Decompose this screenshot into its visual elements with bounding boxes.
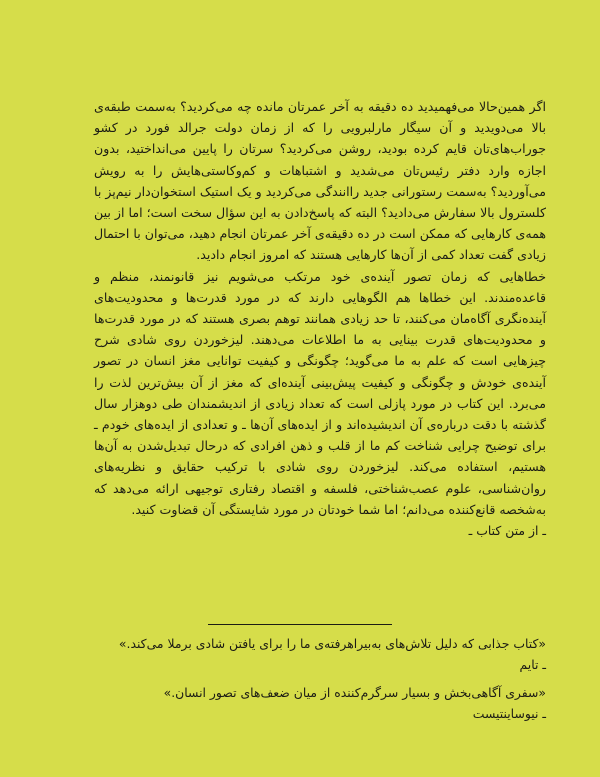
review-quotes: [94, 633, 546, 731]
review-quote: [94, 633, 546, 675]
intro-paragraph: اگر همین‌حالا می‌فهمیدید ده دقیقه به آخر عمرتان مانده چه می‌کردید؟ به‌سمت طبقه‌ی بالا می‌دویدید و آن سیگار مارلبرویی را که از زمان دولت جرالد فورد در کشو جوراب‌های‌تان قایم کرده بودید، روشن می‌کردید؟ سرتان را پایین می‌انداختید، بدون اجازه وارد دفتر رئیس‌تان می‌شدید و اشتباهات و کم‌وکاستی‌هایش را به رویش می‌آوردید؟ به‌سمت رستورانی جدید راانندگی می‌کردید و یک استیک استخوان‌دار نیم‌پز با کلسترول بالا سفارش می‌دادید؟ البته که پاسخ‌دادن به این سؤال سخت است؛ اما از بین همه‌ی کارهایی که ممکن است در ده دقیقه‌ی آخر عمرتان انجام دهید، می‌توان با احتمال زیادی گفت تعداد کمی از آن‌ها کارهایی هستند که امروز انجام دادید.: [94, 99, 546, 263]
quote-attribution: ـ نیوساینتیست: [472, 706, 546, 721]
quote-text: «کتاب جذابی که دلیل تلاش‌های به‌بیراهرفته‌ی ما را برای یافتن شادی برملا می‌کند.»: [118, 636, 546, 651]
quote-attribution: ـ تایم: [519, 657, 546, 672]
main-paragraph: خطاهایی که زمان تصور آینده‌ی خود مرتکب می‌شویم نیز قانونمند، منظم و قاعده‌مندند. این خطاها هم الگوهایی دارند که در مورد قدرت‌ها و محدودیت‌های آینده‌نگری آگاه‌مان می‌کنند، تا حد زیادی همانند توهم بصری هستند که در مورد قدرت‌ها و محدودیت‌های قدرت بینایی به ما اطلاعات می‌دهند. لیزخوردن روی شادی شرح چیزهایی است که علم به ما می‌گوید؛ چگونگی و کیفیت توانایی مغز انسان در تصور آینده‌ی خودش و چگونگی و کیفیت پیش‌بینی آینده‌ای که مغز از آن بیش‌ترین لذت را می‌برد. این کتاب در مورد پازلی است که تعداد زیادی از اندیشمندان طی دوهزار سال گذشته با دقت درباره‌ی آن اندیشیده‌اند و از ایده‌های آن‌ها ـ و تعدادی از ایده‌های خودم ـ برای توضیح چرایی شناخت کم ما از قلب و ذهن افرادی که درحال تبدیل‌شدن به آن‌ها هستیم، استفاده می‌کند. لیزخوردن روی شادی با ترکیب حقایق و نظریه‌های روان‌شناسی، علوم عصب‌شناختی، فلسفه و اقتصاد رفتاری توجیهی ارائه می‌دهد که به‌شخصه قانع‌کننده می‌دانم؛ اما شما خودتان در مورد شایستگی آن قضاوت کنید.: [94, 268, 546, 517]
section-divider: [208, 624, 392, 625]
quote-text: «سفری آگاهی‌بخش و بسیار سرگرم‌کننده از میان ضعف‌های تصور انسان.»: [163, 685, 546, 700]
back-cover-body: [94, 96, 546, 541]
source-note: ـ از متن کتاب ـ: [468, 523, 546, 539]
review-quote: [94, 682, 546, 724]
